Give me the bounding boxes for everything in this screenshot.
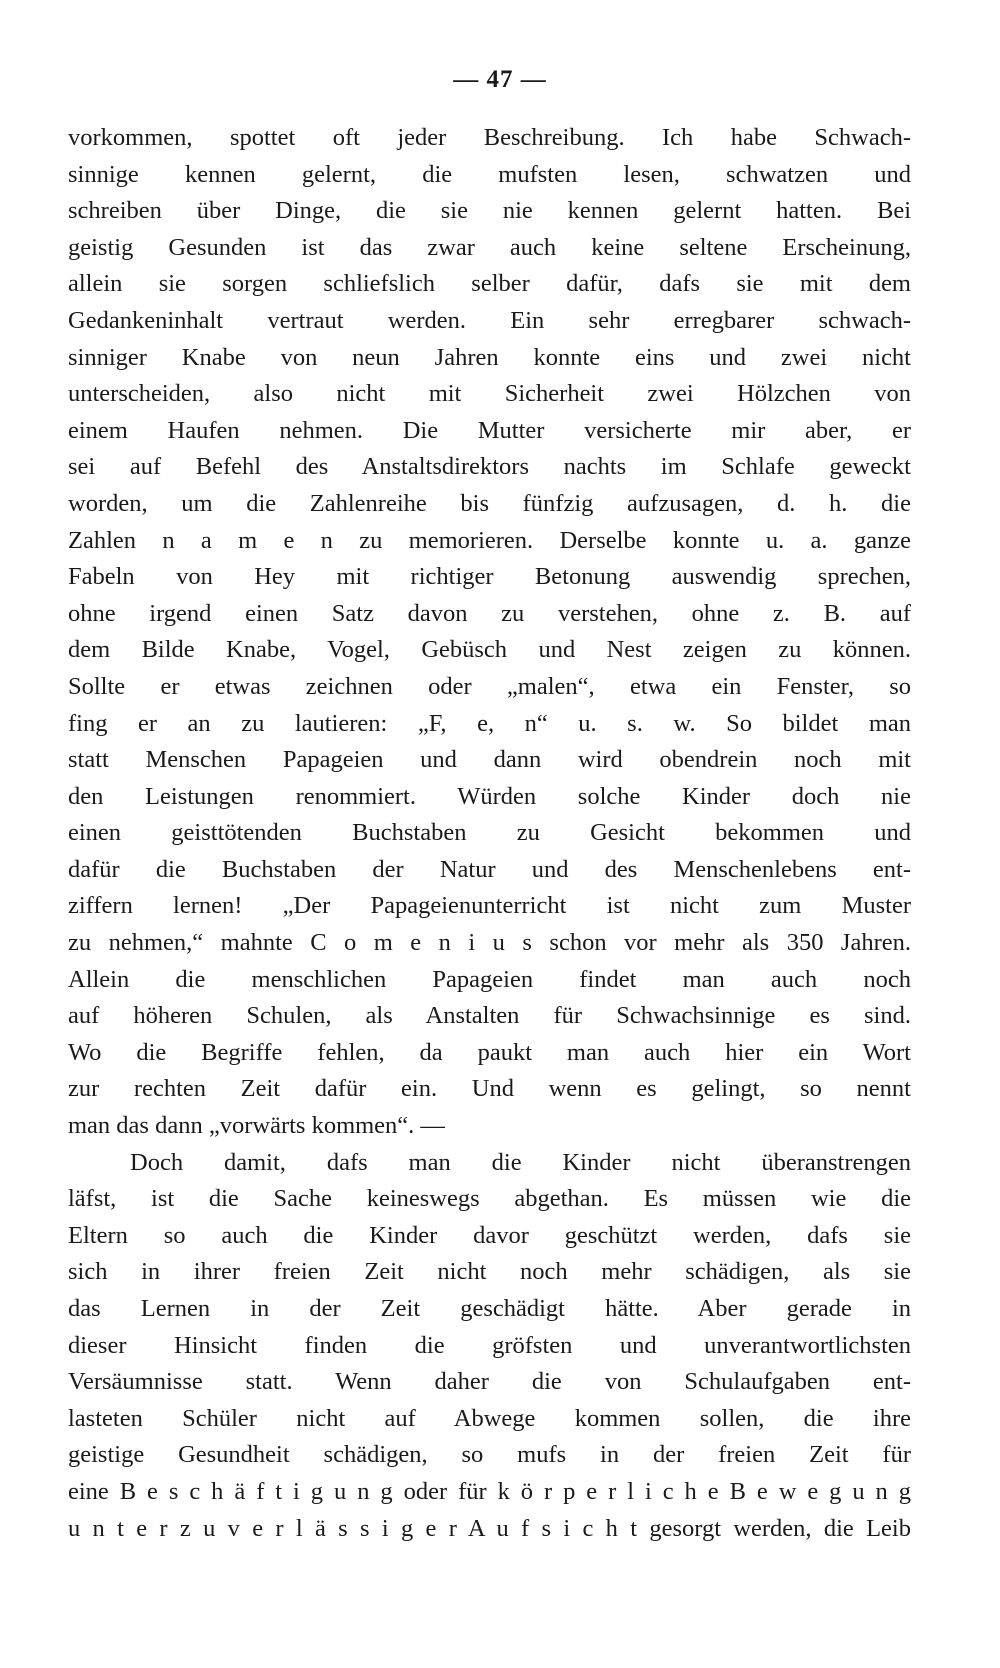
text-line: das Lernen in der Zeit geschädigt hätte. Aber gerade in <box>68 1295 911 1322</box>
text-line: Zahlen n a m e n zu memorieren. Derselbe konnte u. a. ganze <box>68 526 911 554</box>
text-line: unterscheiden, also nicht mit Sicherheit zwei Hölzchen von <box>68 380 911 408</box>
paragraph-1 <box>68 120 911 1145</box>
text-line: sei auf Befehl des Anstaltsdirektors nachts im Schlafe geweckt <box>68 453 911 481</box>
text-line: zur rechten Zeit dafür ein. Und wenn es gelingt, so nennt <box>68 1075 911 1103</box>
text-line: zu nehmen,“ mahnte C o m e n i u s schon vor mehr als 350 Jahren. <box>68 929 911 957</box>
text-line: man das dann „vorwärts kommen“. — <box>68 1112 445 1140</box>
text-line: dieser Hinsicht finden die gröfsten und unverantwortlichsten <box>68 1331 911 1359</box>
text-line: Fabeln von Hey mit richtiger Betonung auswendig sprechen, <box>68 563 911 591</box>
text-line: u n t e r z u v e r l ä s s i g e r A u f s i c h t gesorgt werden, die Leib <box>68 1514 911 1542</box>
text-line: lasteten Schüler nicht auf Abwege kommen sollen, die ihre <box>68 1404 911 1432</box>
text-line: eine B e s c h ä f t i g u n g oder für k ö r p e r l i c h e B e w e g u n g <box>68 1477 911 1505</box>
text-line: schreiben über Dinge, die sie nie kennen gelernt hatten. Bei <box>68 197 911 225</box>
text-line: vorkommen, spottet oft jeder Beschreibung. Ich habe Schwach- <box>68 124 911 151</box>
text-line: dem Bilde Knabe, Vogel, Gebüsch und Nest zeigen zu können. <box>68 636 911 664</box>
text-line: ohne irgend einen Satz davon zu verstehen, ohne z. B. auf <box>68 599 911 627</box>
text-line: geistige Gesundheit schädigen, so mufs in der freien Zeit für <box>68 1441 911 1469</box>
text-line: Versäumnisse statt. Wenn daher die von Schulaufgaben ent- <box>68 1368 911 1396</box>
text-line: allein sie sorgen schliefslich selber dafür, dafs sie mit dem <box>68 270 911 298</box>
text-line: einem Haufen nehmen. Die Mutter versicherte mir aber, er <box>68 416 911 444</box>
text-line: Gedankeninhalt vertraut werden. Ein sehr erregbarer schwach- <box>68 306 911 334</box>
page-number: — 47 — <box>453 66 547 93</box>
text-line: auf höheren Schulen, als Anstalten für Schwachsinnige es sind. <box>68 1002 911 1030</box>
text-line: Wo die Begriffe fehlen, da paukt man auch hier ein Wort <box>68 1038 911 1066</box>
text-line: einen geisttötenden Buchstaben zu Gesicht bekommen und <box>68 819 911 847</box>
text-line: Allein die menschlichen Papageien findet man auch noch <box>68 965 911 993</box>
text-line: Doch damit, dafs man die Kinder nicht überanstrengen <box>130 1148 911 1176</box>
text-line: den Leistungen renommiert. Würden solche Kinder doch nie <box>68 782 911 810</box>
text-line: Eltern so auch die Kinder davor geschützt werden, dafs sie <box>68 1221 911 1249</box>
text-line: Sollte er etwas zeichnen oder „malen“, etwa ein Fenster, so <box>68 672 911 700</box>
text-line: ziffern lernen! „Der Papageienunterricht ist nicht zum Muster <box>68 892 911 920</box>
text-line: fing er an zu lautieren: „F, e, n“ u. s. w. So bildet man <box>68 709 911 737</box>
text-line: sich in ihrer freien Zeit nicht noch mehr schädigen, als sie <box>68 1258 911 1286</box>
text-line: statt Menschen Papageien und dann wird obendrein noch mit <box>68 746 911 774</box>
text-line: sinnige kennen gelernt, die mufsten lesen, schwatzen und <box>68 160 911 188</box>
text-line: dafür die Buchstaben der Natur und des Menschenlebens ent- <box>68 855 911 883</box>
body-text <box>68 120 911 1547</box>
text-line: sinniger Knabe von neun Jahren konnte eins und zwei nicht <box>68 343 911 371</box>
text-line: geistig Gesunden ist das zwar auch keine seltene Erscheinung, <box>68 233 911 261</box>
paragraph-2 <box>68 1145 911 1548</box>
text-line: läfst, ist die Sache keineswegs abgethan. Es müssen wie die <box>68 1185 911 1213</box>
text-line: worden, um die Zahlenreihe bis fünfzig aufzusagen, d. h. die <box>68 489 911 517</box>
